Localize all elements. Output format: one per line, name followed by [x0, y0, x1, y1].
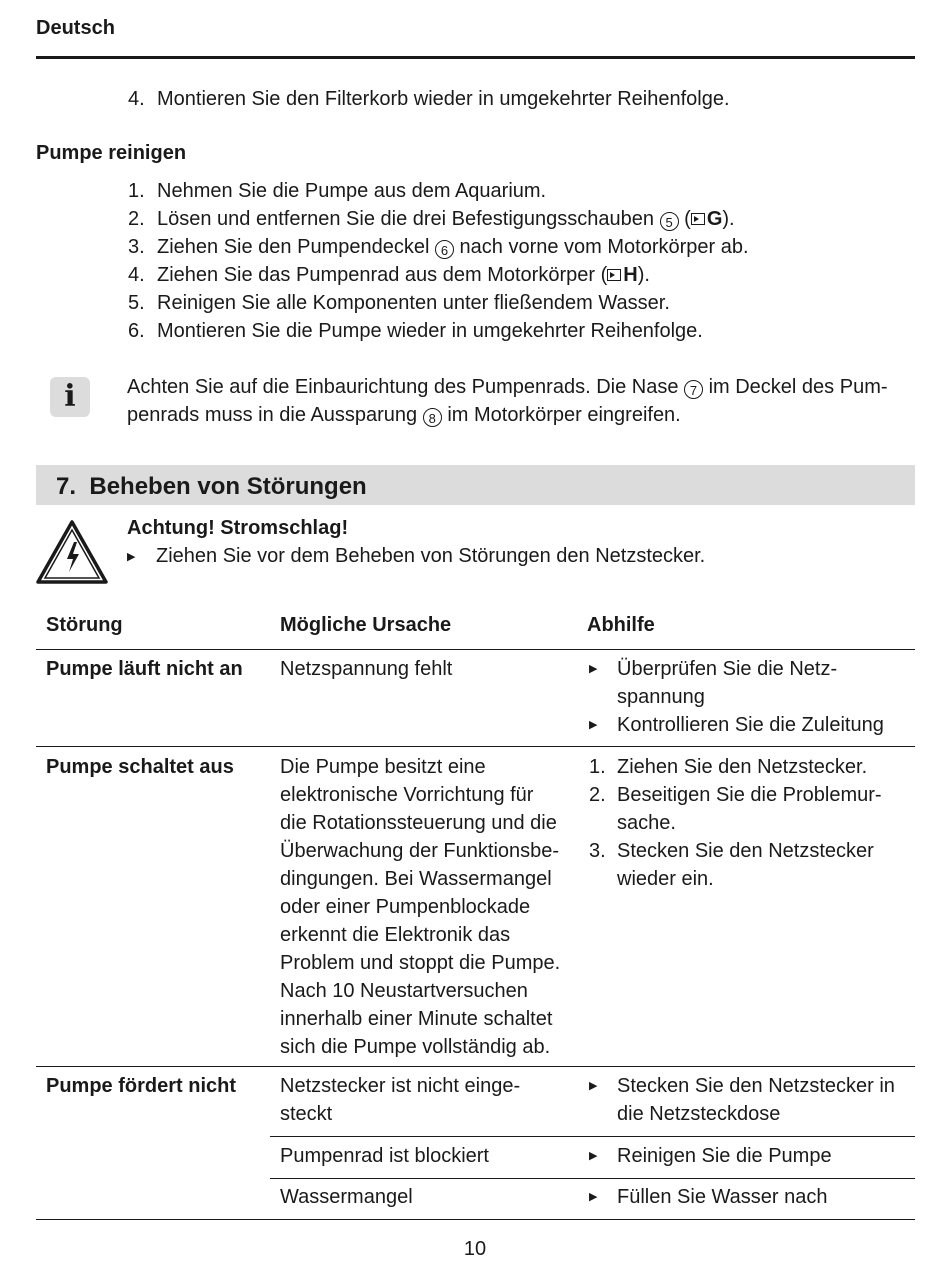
list-item [587, 711, 884, 739]
bullet-triangle-icon: ▶ [127, 551, 136, 563]
section-heading [56, 473, 367, 501]
figure-reference-icon [607, 269, 621, 281]
info-text: im Motorkörper eingreifen. [447, 404, 681, 426]
table-cell-remedy [587, 1072, 895, 1128]
remedy-text: Ziehen Sie den Netzstecker. [617, 756, 868, 778]
cause-line: dingungen. Bei Wassermangel [280, 868, 552, 890]
section-number: 7. [56, 473, 77, 500]
step-number: 6. [128, 320, 145, 342]
step-number: 3. [128, 236, 145, 258]
table-cell-cause: Wassermangel [280, 1186, 413, 1208]
pump-cleaning-heading: Pumpe reinigen [36, 142, 187, 164]
cause-line: innerhalb einer Minute schaltet [280, 1008, 553, 1030]
step-text-end: nach vorne vom Motorkörper ab. [459, 236, 749, 258]
step-text: Montieren Sie den Filterkorb wieder in umgekehrter Reihenfolge. [157, 88, 730, 110]
table-cell-remedy [587, 1142, 832, 1170]
cause-line: Die Pumpe besitzt eine [280, 756, 486, 778]
list-item [128, 177, 749, 205]
remedy-text: spannung [617, 686, 705, 708]
table-cell-remedy [587, 753, 882, 893]
table-cell-problem: Pumpe fördert nicht [46, 1075, 237, 1097]
step-text: Montieren Sie die Pumpe wieder in umgekehrter Reihenfolge. [157, 320, 703, 342]
cause-line: Problem und stoppt die Pumpe. [280, 952, 561, 974]
bullet-triangle-icon: ▶ [589, 1191, 598, 1203]
list-item [128, 317, 749, 345]
step-number: 2. [589, 784, 606, 806]
table-cell-remedy [587, 655, 884, 739]
cause-line: Überwachung der Funktionsbe- [280, 840, 560, 862]
remedy-text: Beseitigen Sie die Problemur- [617, 784, 882, 806]
cause-line: Netzstecker ist nicht einge- [280, 1075, 521, 1097]
warning-title: Achtung! Stromschlag! [127, 517, 349, 539]
cause-line: steckt [280, 1103, 333, 1125]
column-header-problem: Störung [46, 614, 123, 636]
bullet-triangle-icon: ▶ [589, 663, 598, 675]
table-rule [270, 1136, 915, 1137]
list-item [587, 655, 884, 711]
cause-line: die Rotationssteuerung und die [280, 812, 557, 834]
remedy-text: Stecken Sie den Netzstecker in [617, 1075, 895, 1097]
table-rule [36, 1219, 915, 1220]
step-text: Reinigen Sie alle Komponenten unter fließendem Wasser. [157, 292, 670, 314]
figure-letter: G [706, 208, 723, 230]
part-reference-number: 8 [423, 408, 442, 427]
list-item: 2. Lösen und entfernen Sie die drei Befestigungsschauben 5 ( G). [128, 205, 749, 233]
list-item [587, 1183, 827, 1211]
step-text-end: ). [637, 264, 650, 286]
cause-line: Nach 10 Neustartversuchen [280, 980, 528, 1002]
table-rule [270, 1178, 915, 1179]
step-number: 1. [589, 756, 606, 778]
list-item [587, 781, 882, 837]
language-label: Deutsch [36, 17, 115, 39]
table-cell-cause [280, 1072, 520, 1128]
step-number: 1. [128, 180, 145, 202]
cause-line: elektronische Vorrichtung für [280, 784, 534, 806]
table-rule [36, 746, 915, 747]
header-rule [36, 56, 915, 59]
table-cell-cause: Netzspannung fehlt [280, 658, 453, 680]
pump-cleaning-steps-list [128, 177, 749, 345]
remedy-text: Füllen Sie Wasser nach [617, 1186, 828, 1208]
list-item [587, 753, 882, 781]
step-text: Ziehen Sie das Pumpenrad aus dem Motorkörper ( [157, 264, 608, 286]
remedy-text: die Netzsteckdose [617, 1103, 781, 1125]
table-cell-remedy [587, 1183, 827, 1211]
step-number: 5. [128, 292, 145, 314]
step-text: Nehmen Sie die Pumpe aus dem Aquarium. [157, 180, 547, 202]
remedy-text: Reinigen Sie die Pumpe [617, 1145, 832, 1167]
cause-line: erkennt die Elektronik das [280, 924, 511, 946]
remedy-text: Kontrollieren Sie die Zuleitung [617, 714, 884, 736]
step-number: 4. [128, 264, 145, 286]
bullet-triangle-icon: ▶ [589, 1080, 598, 1092]
table-cell-problem: Pumpe läuft nicht an [46, 658, 243, 680]
info-text: penrads muss in die Aussparung [127, 404, 418, 426]
section-title: Beheben von Störungen [89, 473, 367, 500]
remedy-text: Stecken Sie den Netzstecker [617, 840, 874, 862]
step-text: Ziehen Sie den Pumpendeckel [157, 236, 430, 258]
figure-letter: H [623, 264, 638, 286]
table-cell-cause: Pumpenrad ist blockiert [280, 1145, 489, 1167]
list-item [587, 1072, 895, 1128]
list-item [587, 1142, 832, 1170]
table-cell-problem: Pumpe schaltet aus [46, 756, 234, 778]
list-item [128, 289, 749, 317]
info-text: im Deckel des Pum- [708, 376, 888, 398]
part-reference-number: 5 [660, 212, 679, 231]
remedy-text: Überprüfen Sie die Netz- [617, 658, 838, 680]
step-text: Lösen und entfernen Sie die drei Befestigungsschauben [157, 208, 655, 230]
remedy-text: wieder ein. [617, 868, 714, 890]
bullet-triangle-icon: ▶ [589, 1150, 598, 1162]
column-header-remedy: Abhilfe [587, 614, 655, 636]
step-number: 4. [128, 88, 145, 110]
part-reference-number: 7 [684, 380, 703, 399]
list-item [128, 85, 730, 113]
step-number: 3. [589, 840, 606, 862]
table-cell-cause [280, 753, 560, 1061]
step-number: 2. [128, 208, 145, 230]
filter-steps-list [128, 85, 730, 113]
warning-instruction [127, 545, 705, 568]
cause-line: oder einer Pumpenblockade [280, 896, 531, 918]
bullet-triangle-icon: ▶ [589, 719, 598, 731]
warning-text: Ziehen Sie vor dem Beheben von Störungen den Netzstecker. [156, 545, 706, 567]
list-item [587, 837, 882, 893]
figure-reference-icon [691, 213, 705, 225]
electric-shock-warning-icon [36, 520, 108, 584]
table-rule [36, 1066, 915, 1067]
part-reference-number: 6 [435, 240, 454, 259]
page-number: 10 [463, 1238, 487, 1260]
cause-line: sich die Pumpe vollständig ab. [280, 1036, 551, 1058]
info-text: Achten Sie auf die Einbaurichtung des Pumpenrads. Die Nase [127, 376, 679, 398]
info-note [127, 373, 917, 429]
list-item [128, 261, 749, 289]
step-text-end: ). [722, 208, 735, 230]
column-header-cause: Mögliche Ursache [280, 614, 452, 636]
list-item [128, 233, 749, 261]
remedy-text: sache. [617, 812, 676, 834]
info-icon: i [50, 377, 90, 417]
table-rule [36, 649, 915, 650]
